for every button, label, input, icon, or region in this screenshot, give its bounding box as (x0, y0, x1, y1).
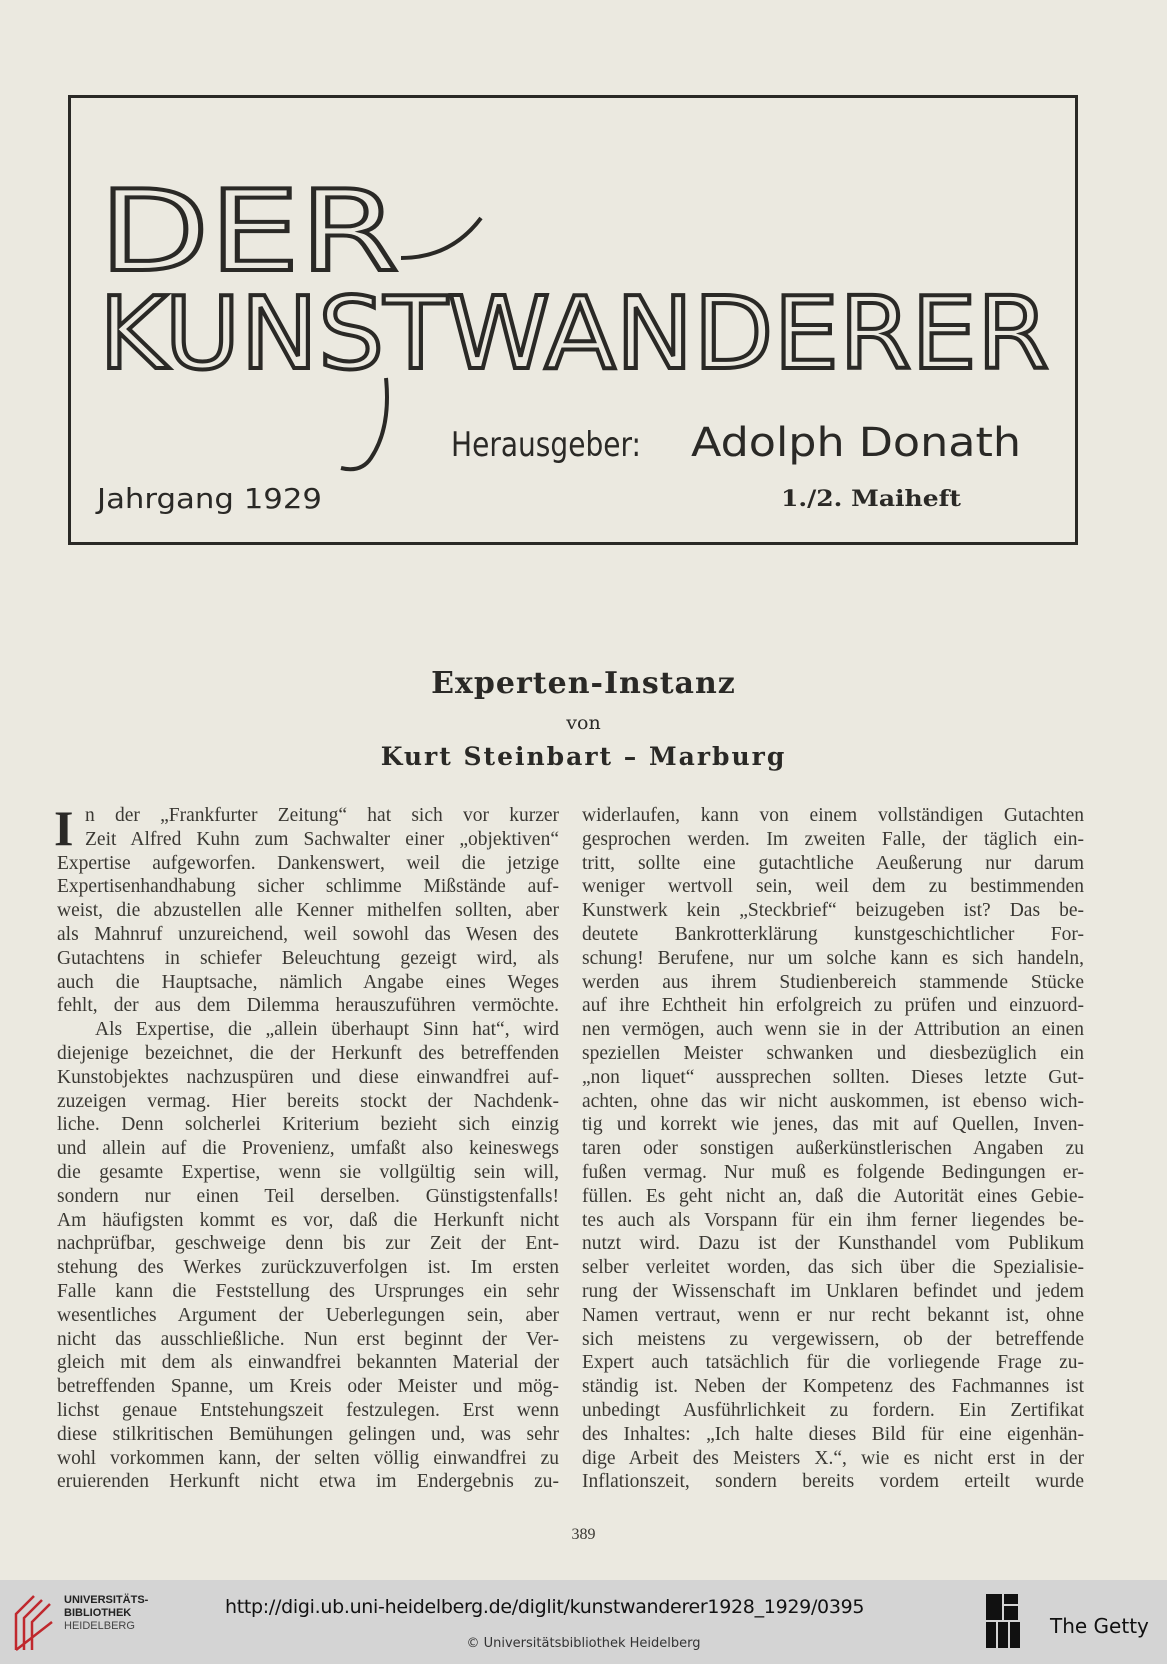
text-line (582, 971, 1084, 995)
text-line-content: tritt, sollte eine gutachtliche Aeußerung nur darum (582, 852, 1084, 874)
text-line-content: dige Arbeit des Meisters X.“, wie es nicht erst in der (582, 1447, 1084, 1469)
library-line3: HEIDELBERG (64, 1620, 135, 1632)
text-line (57, 1375, 559, 1399)
text-line (57, 1423, 559, 1447)
text-line-content: auch die Hauptsache, nämlich Angabe eines Weges (57, 971, 559, 993)
text-line-content: auf ihre Echtheit hin erfolgreich zu prüfen und einzuord- (582, 995, 1084, 1017)
page-number: 389 (571, 1526, 596, 1543)
article-byline-von: von (566, 712, 601, 734)
text-line-content: diese stilkritischen Bemühungen gelingen und, was sehr (57, 1423, 559, 1445)
text-line-content: sondern nur einen Teil derselben. Günstigstenfalls! (57, 1185, 559, 1207)
text-line-content: Expertisenhandhabung sicher schlimme Mißstände auf- (57, 876, 559, 898)
text-line-content: nicht das ausschließliche. Nun erst beginnt der Ver- (57, 1328, 559, 1350)
text-line-content: und allein auf die Provenienz, umfaßt also keineswegs (57, 1138, 559, 1160)
text-line (582, 1113, 1084, 1137)
text-line (57, 1232, 559, 1256)
text-line (57, 971, 559, 995)
text-line-content: Namen vertraut, wenn er nur recht bekannt ist, ohne (582, 1304, 1084, 1326)
text-line (582, 1161, 1084, 1185)
text-line-content: eruierenden Herkunft nicht etwa im Endergebnis zu- (57, 1471, 559, 1493)
text-line (57, 828, 559, 852)
text-line-content: gleich mit dem als einwandfrei bekannten Material der (57, 1352, 559, 1374)
article-author: Kurt Steinbart – Marburg (380, 742, 787, 771)
text-line (57, 1304, 559, 1328)
text-line-content: Expert auch tatsächlich für die vorliegende Frage zu- (582, 1352, 1084, 1374)
text-line (57, 1113, 559, 1137)
text-line (57, 1447, 559, 1471)
text-line-content: stehung des Werkes zurückzuverfolgen ist. Im ersten (57, 1257, 559, 1279)
text-line-content: wesentliches Argument der Ueberlegungen sein, aber (57, 1304, 559, 1326)
text-line (57, 947, 559, 971)
text-line-content: die gesamte Expertise, wenn sie vollgültig sein will, (57, 1161, 559, 1183)
text-line-content: betreffenden Spanne, um Kreis oder Meister und mög- (57, 1376, 559, 1398)
text-line (582, 1351, 1084, 1375)
text-line (582, 1470, 1084, 1494)
text-line-content: weniger wertvoll sein, weil dem zu bestimmenden (582, 876, 1084, 898)
volume-year: Jahrgang 1929 (94, 482, 322, 515)
text-line-content: deutete Bankrotterklärung kunstgeschichtlicher For- (582, 923, 1084, 945)
text-line (582, 947, 1084, 971)
text-line-content: rung der Wissenschaft im Unklaren befindet und jedem (582, 1280, 1084, 1302)
text-line (57, 1185, 559, 1209)
text-line-content: tig und korrekt wie jenes, das mit auf Quellen, Inven- (582, 1114, 1084, 1136)
text-line (582, 1018, 1084, 1042)
text-line-content: Gutachtens in schiefer Beleuchtung gezeigt wird, als (57, 947, 559, 969)
text-column-left (54, 800, 559, 1494)
text-line (57, 852, 559, 876)
text-line (582, 1423, 1084, 1447)
text-line (57, 1328, 559, 1352)
text-line-content: unbedingt Ausführlichkeit zu fordern. Ein Zertifikat (582, 1399, 1084, 1421)
text-line (582, 1090, 1084, 1114)
text-line (582, 994, 1084, 1018)
text-line (582, 875, 1084, 899)
text-line-content: tes auch als Vorspann für ein ihm ferner liegendes be- (582, 1209, 1084, 1231)
text-line-content: nen vermögen, auch wenn sie in der Attribution an einen (582, 1019, 1084, 1041)
library-line1: UNIVERSITÄTS- (64, 1594, 149, 1606)
copyright-notice: © Universitätsbibliothek Heidelberg (466, 1636, 701, 1651)
text-line-content: liche. Denn solcherlei Kriterium bezieht sich einzig (57, 1114, 559, 1136)
ub-heidelberg-logo-text (64, 1594, 148, 1633)
text-line (57, 994, 559, 1018)
masthead (68, 95, 1078, 545)
masthead-flourish (401, 218, 481, 258)
text-line (57, 804, 559, 828)
text-line (57, 899, 559, 923)
text-line (57, 1137, 559, 1161)
text-line-content: Falle kann die Feststellung des Ursprunges ein sehr (57, 1280, 559, 1302)
text-line (582, 1399, 1084, 1423)
text-line-content: n der „Frankfurter Zeitung“ hat sich vor kurzer (85, 805, 559, 826)
text-line (582, 1447, 1084, 1471)
text-line (57, 1161, 559, 1185)
text-line (57, 875, 559, 899)
text-line-content: „non liquet“ aussprechen sollten. Dieses letzte Gut- (582, 1066, 1084, 1088)
text-line-content: zuzeigen vermag. Hier bereits stockt der Nachdenk- (57, 1090, 559, 1112)
text-line-content: fehlt, der aus dem Dilemma herauszuführen vermöchte. (57, 995, 559, 1017)
masthead-lettering (71, 98, 1075, 542)
issue-label: 1./2. Maiheft (781, 486, 962, 512)
text-line-content: Inflationszeit, sondern bereits vordem erteilt wurde (582, 1471, 1084, 1493)
library-line2: BIBLIOTHEK (64, 1607, 132, 1619)
text-line-content: gesprochen werden. Im zweiten Falle, der täglich ein- (582, 828, 1084, 850)
text-line-content: fußen vermag. Nur muß es folgende Bedingungen er- (582, 1161, 1084, 1183)
text-line-content: diejenige bezeichnet, die der Herkunft des betreffenden (57, 1042, 559, 1064)
text-line (57, 1399, 559, 1423)
text-line (582, 899, 1084, 923)
text-line (582, 1232, 1084, 1256)
text-line-content: nutzt wird. Dazu ist der Kunsthandel vom Publikum (582, 1233, 1084, 1255)
editor-label: Herausgeber: (451, 425, 641, 465)
text-line (582, 1209, 1084, 1233)
text-line (582, 1066, 1084, 1090)
permalink-url[interactable]: http://digi.ub.uni-heidelberg.de/diglit/kunstwanderer1928_1929/0395 (225, 1596, 865, 1618)
text-line-content: taren oder sonstigen außerkünstlerischen Angaben zu (582, 1138, 1084, 1160)
text-line-content: als Mahnruf unzureichend, weil sowohl das Wesen des (57, 923, 559, 945)
text-line (582, 1137, 1084, 1161)
text-line-content: Kunstobjektes nachzuspüren und diese einwandfrei auf- (57, 1066, 559, 1088)
text-line-content: achten, ohne das wir nicht auskommen, ist ebenso wich- (582, 1090, 1084, 1112)
text-line (582, 1256, 1084, 1280)
text-column-right (582, 804, 1084, 1494)
masthead-line2: KUNSTWANDERER (99, 275, 1049, 392)
text-line (57, 1470, 559, 1494)
text-line (582, 828, 1084, 852)
text-line-content: selber verleitet worden, das sich über die Spezialisie- (582, 1257, 1084, 1279)
text-line-content: Zeit Alfred Kuhn zum Sachwalter einer „objektiven“ (85, 828, 559, 850)
text-line-content: wohl vorkommen kann, der selten völlig einwandfrei zu (57, 1447, 559, 1469)
text-line (582, 852, 1084, 876)
text-line (582, 923, 1084, 947)
text-line (57, 1018, 559, 1042)
text-line (57, 1256, 559, 1280)
text-line-content: ständig ist. Neben der Kompetenz des Fachmannes ist (582, 1376, 1084, 1398)
text-line-content: füllen. Es geht nicht an, daß die Autorität eines Gebie- (582, 1185, 1084, 1207)
text-line-content: Kunstwerk kein „Steckbrief“ beizugeben ist? Das be- (582, 900, 1084, 922)
text-line (57, 1042, 559, 1066)
footer-bar (0, 1580, 1167, 1664)
text-line-content: Als Expertise, die „allein überhaupt Sinn hat“, wird (95, 1019, 559, 1041)
getty-label: The Getty (1050, 1614, 1149, 1638)
text-line-content: Am häufigsten kommt es vor, daß die Herkunft nicht (57, 1209, 559, 1231)
text-line-content: lichst genaue Entstehungszeit festzulegen. Erst wenn (57, 1399, 559, 1421)
text-line-content: des Inhaltes: „Ich halte dieses Bild für eine eigenhän- (582, 1423, 1084, 1445)
text-line (582, 1304, 1084, 1328)
text-line-content: sich meistens zu vergewissern, ob der betreffende (582, 1328, 1084, 1350)
text-line-content: widerlaufen, kann von einem vollständigen Gutachten (582, 805, 1084, 826)
masthead-line1: DER (99, 167, 399, 297)
text-line-content: weist, die abzustellen alle Kenner mithelfen sollten, aber (57, 900, 559, 922)
text-line (57, 923, 559, 947)
text-line (57, 1351, 559, 1375)
text-line (582, 1042, 1084, 1066)
text-line (57, 1280, 559, 1304)
text-line-content: schung! Berufene, nur um solche kann es sich handeln, (582, 947, 1084, 969)
text-line (582, 1375, 1084, 1399)
text-line (582, 804, 1084, 828)
text-line (582, 1280, 1084, 1304)
text-line-content: Expertise aufgeworfen. Dankenswert, weil die jetzige (57, 852, 559, 874)
text-line (57, 1066, 559, 1090)
text-line-content: werden aus ihrem Studienbereich stammende Stücke (582, 971, 1084, 993)
text-line (57, 1209, 559, 1233)
text-line (582, 1328, 1084, 1352)
drop-cap: I (54, 800, 74, 856)
getty-logo-icon (984, 1592, 1032, 1654)
editor-name: Adolph Donath (691, 420, 1021, 466)
text-line (582, 1185, 1084, 1209)
text-line-content: speziellen Meister schwanken und diesbezüglich ein (582, 1042, 1084, 1064)
text-line (57, 1090, 559, 1114)
article-title: Experten-Instanz (431, 666, 736, 701)
text-line-content: nachprüfbar, geschweige denn bis zur Zeit der Ent- (57, 1233, 559, 1255)
